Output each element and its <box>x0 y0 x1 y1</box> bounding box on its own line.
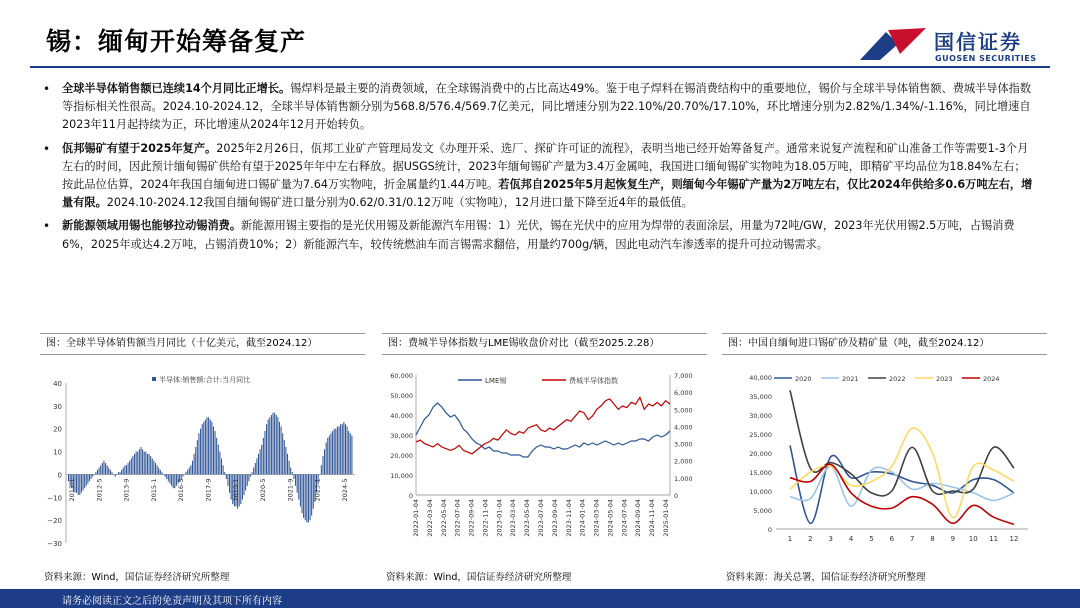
company-logo <box>858 24 1058 66</box>
bar <box>261 445 262 475</box>
bar <box>202 424 203 474</box>
bar <box>208 417 209 474</box>
bar <box>340 424 341 474</box>
y-right-tick-label: 6,000 <box>674 389 693 398</box>
x-tick-label: 2022-09-04 <box>467 499 476 537</box>
bullet-heading: 佤邦锡矿有望于2025年复产。 <box>62 141 217 155</box>
bar <box>157 465 158 474</box>
bar <box>166 474 167 479</box>
x-tick-label: 9 <box>950 535 956 543</box>
bar <box>165 474 166 476</box>
bar <box>129 461 130 475</box>
bar <box>332 431 333 474</box>
y-tick-label: 0 <box>57 471 62 480</box>
bar <box>194 454 195 475</box>
y-right-tick-label: 4,000 <box>674 423 693 432</box>
bar <box>301 474 302 513</box>
bar <box>276 415 277 474</box>
bar <box>78 474 79 495</box>
bar <box>192 461 193 475</box>
bullet-emphasis: 若佤邦自2025年5月起恢复生产，则缅甸今年锡矿产量为2万吨左右，仅比2024年供给多0.6万吨左右，增量有限。 <box>62 178 1033 210</box>
bar <box>264 431 265 474</box>
bar <box>263 438 264 475</box>
chart-source: 资料来源：Wind，国信证券经济研究所整理 <box>44 572 230 583</box>
bullet-text: 锡焊料是最主要的消费领域，在全球锡消费中的占比高达49%。鉴于电子焊料在锡消费结构中的重要地位，锡价与全球半导体销售额、费城半导体指数等指标相关性很高。2024.10-2024.12，全球半导体销售额分别为568.8/576.4/569.7亿美元，同比增速分别为22.10%/20.70%/17.10%，环比增速分别为2.82%/1.34%/-1.16%，同比增速自2023年11月起持续为正，环比增速从2024年12月开始转负。 <box>62 82 1032 132</box>
bar <box>102 463 103 474</box>
sox-vs-lme-tin-chart <box>382 357 707 567</box>
x-tick-label: 2023-03-04 <box>509 499 518 537</box>
y-right-tick-label: 5,000 <box>674 406 693 415</box>
bar <box>250 474 251 476</box>
bar <box>111 472 112 474</box>
x-tick-label: 2021-9 <box>286 478 295 502</box>
x-tick-label: 2023-09-04 <box>550 499 559 537</box>
bar <box>149 454 150 475</box>
y-right-tick-label: 2,000 <box>674 457 693 466</box>
x-tick-label: 10 <box>968 535 978 543</box>
bar <box>120 472 121 474</box>
x-tick-label: 2022-01-04 <box>412 499 420 537</box>
bar <box>266 424 267 474</box>
x-tick-label: 2012-5 <box>95 478 104 502</box>
y-tick-label: 25,000 <box>749 431 772 439</box>
bar <box>226 474 227 479</box>
bullet-text: 2025年2月26日，佤邦工业矿产管理局发文《办理开采、选厂、探矿许可证的流程》，表明当地已经开始筹备复产。通常来说复产流程和矿山准备工作等需要1-3个月左右的时间，因此预计缅甸锡矿供给有望于2025年年中左右释放。据USGS统计，2023年缅甸锡矿产量为3.4万金属吨，我国进口缅甸锡矿实物吨为18.05万吨，即精矿平均品位为18.84%左右；按此品位估算，2024年我国自缅甸进口锡矿量为7.64万实物吨，折金属量约1.44万吨。 <box>62 141 1029 192</box>
bar <box>97 470 98 475</box>
bar <box>182 474 183 476</box>
chart-source: 资料来源：海关总署，国信证券经济研究所整理 <box>726 572 926 583</box>
semiconductor-yoy-chart <box>40 357 365 567</box>
legend-label: 费城半导体指数 <box>569 377 618 385</box>
bar <box>219 452 220 475</box>
bar <box>155 463 156 474</box>
y-tick-label: 10 <box>53 448 62 457</box>
y-tick-label: 5,000 <box>753 507 772 515</box>
x-tick-label: 2024-5 <box>341 478 349 502</box>
bar <box>342 424 343 474</box>
bullet-dot: • <box>43 219 51 234</box>
legend-label: 2022 <box>889 375 906 383</box>
bar <box>145 452 146 475</box>
legend-label: 2024 <box>983 375 1000 383</box>
bullet-text: 2024.10-2024.12我国自缅甸锡矿进口量分别为0.62/0.31/0.12万吨（实物吨），12月进口量下降至近4年的最低值。 <box>106 196 693 210</box>
x-tick-label: 6 <box>889 535 895 543</box>
x-tick-label: 2022-11-04 <box>481 499 490 537</box>
bar <box>335 429 336 475</box>
y-tick-label: 30 <box>53 402 62 411</box>
bar <box>173 474 174 488</box>
bar <box>197 440 198 474</box>
logo-mark-icon <box>858 24 928 66</box>
y-right-tick-label: 1,000 <box>674 474 693 483</box>
bar <box>206 417 207 474</box>
bar <box>118 472 119 474</box>
bar <box>242 474 243 499</box>
bar <box>95 472 96 474</box>
bar <box>144 452 145 475</box>
bar <box>211 422 212 475</box>
legend-label: LME锡 <box>485 377 507 385</box>
chart-panel-myanmar-imports <box>722 333 1047 583</box>
legend-label: 2020 <box>795 375 812 383</box>
y-tick-label: 10,000 <box>749 488 772 496</box>
bar <box>79 474 80 495</box>
bar <box>121 470 122 475</box>
y-tick-label: 20 <box>53 425 62 434</box>
bar <box>160 470 161 475</box>
bar <box>115 474 116 476</box>
bar <box>298 474 299 499</box>
y-tick-label: −10 <box>47 494 62 503</box>
bar <box>247 474 248 485</box>
bar <box>337 426 338 474</box>
x-tick-label: 1 <box>787 535 793 543</box>
bar <box>271 415 272 474</box>
bar <box>287 454 288 475</box>
bar <box>292 472 293 474</box>
x-tick-label: 2023-11-04 <box>564 499 573 537</box>
bar <box>223 465 224 474</box>
bullet-heading: 全球半导体销售额已连续14个月同比正增长。 <box>62 82 291 95</box>
bar <box>168 474 169 481</box>
bar <box>84 474 85 488</box>
bar <box>351 436 352 475</box>
bar <box>269 417 270 474</box>
bar <box>108 468 109 475</box>
x-tick-label: 2023-1 <box>313 478 322 502</box>
bar <box>103 461 104 475</box>
bar <box>216 438 217 475</box>
bar <box>334 429 335 475</box>
bar <box>285 447 286 474</box>
y-left-tick-label: 20,000 <box>390 452 413 460</box>
y-left-tick-label: 0 <box>408 492 413 500</box>
y-left-tick-label: 50,000 <box>390 392 413 400</box>
x-tick-label: 2025-01-04 <box>662 499 670 537</box>
y-right-tick-label: 0 <box>674 492 679 500</box>
chart-panel-semiconductor <box>40 333 365 583</box>
bar <box>99 468 100 475</box>
bar <box>252 472 253 474</box>
x-tick-label: 2019-1 <box>231 478 240 502</box>
bar <box>186 472 187 474</box>
bar <box>200 429 201 475</box>
bar <box>126 465 127 474</box>
bar <box>282 433 283 474</box>
x-tick-label: 2024-05-04 <box>606 499 615 537</box>
bar <box>161 472 162 474</box>
x-tick-label: 2022-07-04 <box>453 499 462 537</box>
bar <box>86 474 87 485</box>
bar <box>190 465 191 474</box>
series-line <box>790 466 1014 506</box>
bullet-item <box>40 140 1035 213</box>
bar <box>290 468 291 475</box>
footer-bar <box>0 589 1080 608</box>
bar <box>87 474 88 483</box>
bar <box>218 445 219 475</box>
y-left-tick-label: 60,000 <box>390 372 413 380</box>
bar <box>300 474 301 506</box>
bar <box>322 456 323 474</box>
x-tick-label: 3 <box>828 535 833 543</box>
bar <box>348 431 349 474</box>
x-tick-label: 8 <box>930 535 935 543</box>
x-tick-label: 2024-03-04 <box>592 499 601 537</box>
bar <box>326 442 327 474</box>
bar <box>189 468 190 475</box>
x-tick-label: 11 <box>989 535 999 543</box>
y-left-tick-label: 10,000 <box>390 472 413 480</box>
bar <box>350 433 351 474</box>
legend-swatch <box>152 377 156 381</box>
bar <box>345 424 346 474</box>
x-tick-label: 2023-05-04 <box>523 499 532 537</box>
bar <box>245 474 246 490</box>
x-tick-label: 2015-1 <box>149 478 158 502</box>
bar <box>142 449 143 474</box>
bar <box>227 474 228 485</box>
bar <box>152 458 153 474</box>
bullet-dot: • <box>43 82 51 96</box>
title-underline <box>30 66 1050 68</box>
bar <box>240 474 241 504</box>
chart-caption: 图：全球半导体销售额当月同比（十亿美元，截至2024.12） <box>40 333 365 355</box>
bar <box>213 426 214 474</box>
bar <box>210 420 211 475</box>
legend-label: 2021 <box>842 375 859 383</box>
x-tick-label: 2013-9 <box>122 478 131 502</box>
y-tick-label: 40 <box>53 380 62 388</box>
page-title: 锡：缅甸开始筹备复产 <box>46 27 307 56</box>
bar <box>268 420 269 475</box>
bullet-dot: • <box>43 141 51 156</box>
bar <box>153 461 154 475</box>
chart-caption: 图：中国自缅甸进口锡矿砂及精矿量（吨，截至2024.12） <box>722 333 1047 355</box>
myanmar-tin-import-chart <box>722 357 1047 567</box>
bar <box>198 433 199 474</box>
bar <box>229 474 230 492</box>
bar <box>215 431 216 474</box>
bar <box>139 449 140 474</box>
bar <box>224 472 225 474</box>
bar <box>221 458 222 474</box>
bar <box>303 474 304 517</box>
bullet-heading: 新能源领域用锡也能够拉动锡消费。 <box>62 219 242 233</box>
x-tick-label: 5 <box>869 535 874 543</box>
x-tick-label: 4 <box>848 535 854 543</box>
logo-english: GUOSEN SECURITIES <box>935 54 1037 63</box>
x-tick-label: 2024-01-04 <box>578 499 587 537</box>
x-tick-label: 2011-1 <box>68 478 76 502</box>
bar <box>339 426 340 474</box>
bar <box>89 474 90 481</box>
legend-label: 半导体:销售额:合计:当月同比 <box>159 376 251 384</box>
bar <box>81 474 82 492</box>
y-tick-label: 0 <box>767 526 772 534</box>
bar <box>258 454 259 475</box>
bar <box>76 474 77 492</box>
y-left-tick-label: 30,000 <box>390 432 413 440</box>
bar <box>329 436 330 475</box>
bar <box>324 449 325 474</box>
bar <box>131 458 132 474</box>
bar <box>256 458 257 474</box>
y-tick-label: 20,000 <box>749 450 772 458</box>
footer-disclaimer: 请务必阅读正文之后的免责声明及其项下所有内容 <box>62 596 282 607</box>
bar <box>248 474 249 481</box>
bar <box>255 463 256 474</box>
bar <box>321 465 322 474</box>
bar <box>124 465 125 474</box>
bar <box>203 422 204 475</box>
bar <box>284 440 285 474</box>
bar <box>140 447 141 474</box>
bar <box>343 422 344 475</box>
x-tick-label: 7 <box>909 535 915 543</box>
bar <box>277 417 278 474</box>
logo-name: 国信证券 <box>934 30 1022 54</box>
bar <box>123 468 124 475</box>
y-tick-label: −20 <box>47 517 62 526</box>
chart-caption: 图：费城半导体指数与LME锡收盘价对比（截至2025.2.28） <box>382 333 707 355</box>
bar <box>137 452 138 475</box>
bar <box>281 426 282 474</box>
bullet-item <box>40 217 1035 253</box>
bar <box>181 474 182 479</box>
y-right-tick-label: 7,000 <box>674 372 693 380</box>
bar <box>308 474 309 522</box>
bar <box>92 474 93 476</box>
bullet-list <box>40 80 1035 259</box>
bar <box>274 413 275 475</box>
x-tick-label: 2023-07-04 <box>537 499 545 537</box>
bar <box>100 465 101 474</box>
bar <box>205 420 206 475</box>
bar <box>272 413 273 475</box>
chart-panel-sox-lme <box>382 333 707 583</box>
x-tick-label: 2022-03-04 <box>425 499 434 537</box>
series-line <box>790 445 1014 523</box>
x-tick-label: 2024-07-04 <box>620 499 629 537</box>
bar <box>305 474 306 520</box>
y-tick-label: 35,000 <box>749 393 772 401</box>
x-tick-label: 2024-09-04 <box>634 499 643 537</box>
bullet-item <box>40 80 1035 135</box>
x-tick-label: 12 <box>1009 535 1019 543</box>
bar <box>105 463 106 474</box>
bar <box>82 474 83 490</box>
x-tick-label: 2023-01-04 <box>495 499 504 537</box>
bar <box>147 454 148 475</box>
bar <box>260 449 261 474</box>
bar <box>253 468 254 475</box>
legend-label: 2023 <box>936 375 953 383</box>
bar <box>310 474 311 520</box>
bar <box>295 474 296 485</box>
bar <box>174 474 175 488</box>
chart-source: 资料来源：Wind，国信证券经济研究所整理 <box>386 572 572 583</box>
x-tick-label: 2020-5 <box>259 478 268 502</box>
bar <box>306 474 307 522</box>
y-tick-label: 15,000 <box>749 469 772 477</box>
y-tick-label: 30,000 <box>749 412 772 420</box>
bar <box>158 468 159 475</box>
bar <box>347 426 348 474</box>
bar <box>244 474 245 495</box>
bar <box>150 456 151 474</box>
bar <box>110 470 111 475</box>
x-tick-label: 2016-5 <box>177 478 186 502</box>
x-tick-label: 2017-9 <box>204 478 213 502</box>
bar <box>169 474 170 483</box>
bar <box>171 474 172 485</box>
bar <box>128 463 129 474</box>
bar <box>327 438 328 475</box>
bar <box>279 422 280 475</box>
x-tick-label: 2024-11-04 <box>648 499 657 537</box>
bar <box>293 474 294 479</box>
bar <box>132 456 133 474</box>
bar <box>195 447 196 474</box>
bar <box>107 465 108 474</box>
bar <box>136 452 137 475</box>
x-tick-label: 2022-05-04 <box>439 499 448 537</box>
bullet-text: 新能源用锡主要指的是光伏用锡及新能源汽车用锡：1）光伏，锡在光伏中的应用为焊带的表面涂层，用量为72吨/GW，2023年光伏用锡2.5万吨，占锡消费6%，2025年或达4.2万吨，占锡消费10%；2）新能源汽车，较传统燃油车而言锡需求翻倍，用量约700g/辆，因此电动汽车渗透率的提升可拉动锡需求。 <box>62 219 1015 251</box>
bar <box>289 461 290 475</box>
y-tick-label: 40,000 <box>749 374 772 382</box>
y-left-tick-label: 40,000 <box>390 412 413 420</box>
y-tick-label: −30 <box>47 540 62 548</box>
bar <box>311 474 312 515</box>
bar <box>91 474 92 479</box>
bar <box>187 470 188 475</box>
y-right-tick-label: 3,000 <box>674 440 693 449</box>
x-tick-label: 2 <box>808 535 813 543</box>
bar <box>330 433 331 474</box>
bar <box>134 454 135 475</box>
bar <box>297 474 298 492</box>
